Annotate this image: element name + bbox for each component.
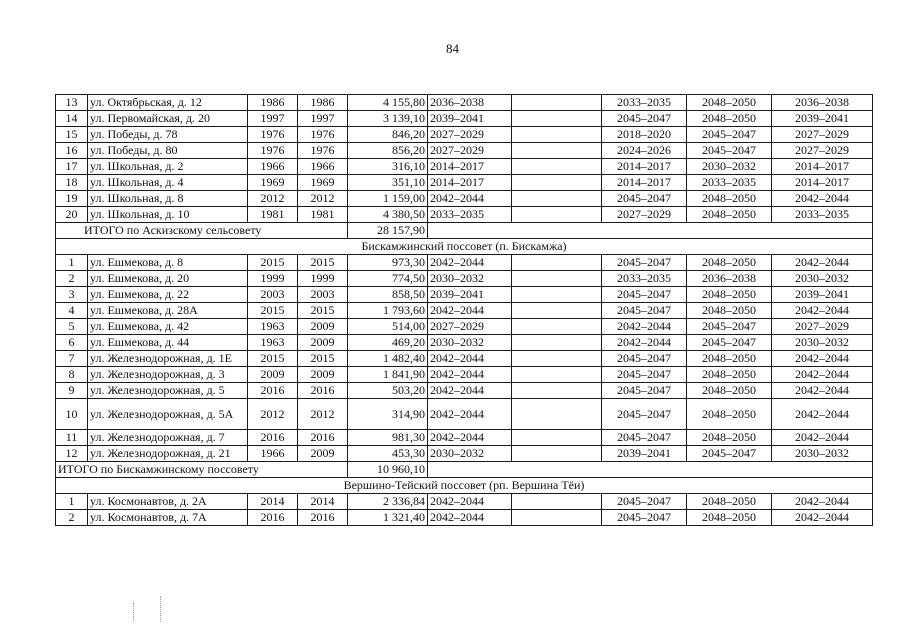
table-row <box>56 510 873 526</box>
period-cell: 2042–2044 <box>428 510 512 526</box>
area-cell: 846,20 <box>348 127 428 143</box>
year-built-cell: 2016 <box>248 430 298 446</box>
period-cell: 2048–2050 <box>687 510 772 526</box>
period-cell: 2039–2041 <box>602 446 687 462</box>
address-cell: ул. Космонавтов, д. 7А <box>88 510 248 526</box>
area-cell: 314,90 <box>348 399 428 430</box>
period-cell: 2045–2047 <box>687 446 772 462</box>
period-cell: 2042–2044 <box>772 303 873 319</box>
period-cell: 2027–2029 <box>772 143 873 159</box>
area-cell: 973,30 <box>348 255 428 271</box>
period-cell: 2042–2044 <box>428 494 512 510</box>
address-cell: ул. Октябрьская, д. 12 <box>88 95 248 111</box>
period-cell: 2014–2017 <box>428 159 512 175</box>
row-number: 8 <box>56 367 88 383</box>
period-cell: 2042–2044 <box>428 303 512 319</box>
year-built-cell: 2012 <box>248 399 298 430</box>
address-cell: ул. Железнодорожная, д. 3 <box>88 367 248 383</box>
period-cell: 2048–2050 <box>687 255 772 271</box>
area-cell: 316,10 <box>348 159 428 175</box>
period-cell: 2048–2050 <box>687 207 772 223</box>
period-cell: 2042–2044 <box>428 399 512 430</box>
table-row <box>56 399 873 430</box>
period-cell: 2048–2050 <box>687 367 772 383</box>
period-cell: 2045–2047 <box>602 367 687 383</box>
period-cell: 2014–2017 <box>772 175 873 191</box>
year-cell: 1976 <box>298 127 348 143</box>
row-number: 5 <box>56 319 88 335</box>
year-built-cell: 1963 <box>248 319 298 335</box>
period-cell: 2036–2038 <box>428 95 512 111</box>
period-cell: 2045–2047 <box>687 143 772 159</box>
table-row <box>56 446 873 462</box>
row-number: 7 <box>56 351 88 367</box>
section-title: Бискамжинский поссовет (п. Бискамжа) <box>56 239 873 255</box>
period-cell <box>512 111 602 127</box>
row-number: 2 <box>56 271 88 287</box>
period-cell: 2036–2038 <box>772 95 873 111</box>
row-number: 17 <box>56 159 88 175</box>
table-row <box>56 111 873 127</box>
address-cell: ул. Школьная, д. 4 <box>88 175 248 191</box>
year-cell: 1969 <box>298 175 348 191</box>
table-row <box>56 95 873 111</box>
table-row <box>56 383 873 399</box>
year-built-cell: 1966 <box>248 446 298 462</box>
table-row <box>56 255 873 271</box>
table-row <box>56 175 873 191</box>
period-cell: 2042–2044 <box>428 383 512 399</box>
period-cell: 2030–2032 <box>428 446 512 462</box>
housing-registry-table <box>55 94 873 526</box>
period-cell <box>512 95 602 111</box>
period-cell <box>512 159 602 175</box>
period-cell: 2045–2047 <box>602 399 687 430</box>
period-cell: 2042–2044 <box>428 430 512 446</box>
period-cell: 2033–2035 <box>428 207 512 223</box>
period-cell <box>512 319 602 335</box>
period-cell: 2048–2050 <box>687 399 772 430</box>
period-cell <box>512 383 602 399</box>
registry-body <box>56 95 873 526</box>
year-cell: 1997 <box>298 111 348 127</box>
year-built-cell: 2014 <box>248 494 298 510</box>
address-cell: ул. Космонавтов, д. 2А <box>88 494 248 510</box>
period-cell <box>512 191 602 207</box>
year-cell: 2015 <box>298 255 348 271</box>
address-cell: ул. Ешмекова, д. 28А <box>88 303 248 319</box>
period-cell: 2048–2050 <box>687 351 772 367</box>
area-cell: 4 155,80 <box>348 95 428 111</box>
total-row <box>56 223 873 239</box>
total-empty <box>428 223 873 239</box>
table-row <box>56 159 873 175</box>
period-cell: 2014–2017 <box>428 175 512 191</box>
row-number: 13 <box>56 95 88 111</box>
period-cell: 2030–2032 <box>428 335 512 351</box>
year-built-cell: 1981 <box>248 207 298 223</box>
period-cell: 2014–2017 <box>772 159 873 175</box>
year-built-cell: 1999 <box>248 271 298 287</box>
period-cell: 2045–2047 <box>602 191 687 207</box>
period-cell: 2042–2044 <box>772 367 873 383</box>
table-row <box>56 207 873 223</box>
period-cell: 2042–2044 <box>772 351 873 367</box>
year-built-cell: 2016 <box>248 383 298 399</box>
row-number: 11 <box>56 430 88 446</box>
year-cell: 2009 <box>298 319 348 335</box>
period-cell: 2042–2044 <box>772 430 873 446</box>
period-cell <box>512 175 602 191</box>
total-value: 28 157,90 <box>348 223 428 239</box>
year-cell: 1986 <box>298 95 348 111</box>
year-cell: 2014 <box>298 494 348 510</box>
total-value: 10 960,10 <box>348 462 428 478</box>
row-number: 10 <box>56 399 88 430</box>
year-cell: 2015 <box>298 351 348 367</box>
year-cell: 1976 <box>298 143 348 159</box>
period-cell: 2045–2047 <box>602 494 687 510</box>
area-cell: 1 159,00 <box>348 191 428 207</box>
period-cell: 2048–2050 <box>687 383 772 399</box>
year-built-cell: 1986 <box>248 95 298 111</box>
period-cell: 2014–2017 <box>602 159 687 175</box>
period-cell: 2039–2041 <box>428 287 512 303</box>
period-cell: 2027–2029 <box>428 127 512 143</box>
row-number: 1 <box>56 255 88 271</box>
scan-artifact <box>160 596 161 622</box>
year-cell: 2016 <box>298 510 348 526</box>
period-cell: 2036–2038 <box>687 271 772 287</box>
area-cell: 1 321,40 <box>348 510 428 526</box>
address-cell: ул. Железнодорожная, д. 7 <box>88 430 248 446</box>
period-cell: 2042–2044 <box>602 319 687 335</box>
total-empty <box>428 462 873 478</box>
area-cell: 351,10 <box>348 175 428 191</box>
address-cell: ул. Железнодорожная, д. 5 <box>88 383 248 399</box>
area-cell: 503,20 <box>348 383 428 399</box>
year-built-cell: 2009 <box>248 367 298 383</box>
period-cell: 2045–2047 <box>687 319 772 335</box>
year-cell: 1999 <box>298 271 348 287</box>
period-cell: 2048–2050 <box>687 111 772 127</box>
period-cell: 2030–2032 <box>687 159 772 175</box>
address-cell: ул. Железнодорожная, д. 1Е <box>88 351 248 367</box>
year-cell: 2009 <box>298 446 348 462</box>
row-number: 2 <box>56 510 88 526</box>
address-cell: ул. Школьная, д. 8 <box>88 191 248 207</box>
table-row <box>56 191 873 207</box>
period-cell: 2048–2050 <box>687 287 772 303</box>
row-number: 9 <box>56 383 88 399</box>
period-cell <box>512 287 602 303</box>
period-cell: 2024–2026 <box>602 143 687 159</box>
area-cell: 856,20 <box>348 143 428 159</box>
area-cell: 469,20 <box>348 335 428 351</box>
period-cell: 2045–2047 <box>602 287 687 303</box>
area-cell: 4 380,50 <box>348 207 428 223</box>
address-cell: ул. Победы, д. 80 <box>88 143 248 159</box>
period-cell: 2045–2047 <box>602 111 687 127</box>
period-cell: 2045–2047 <box>602 303 687 319</box>
period-cell: 2039–2041 <box>428 111 512 127</box>
section-header-row <box>56 239 873 255</box>
table-row <box>56 430 873 446</box>
year-cell: 2003 <box>298 287 348 303</box>
area-cell: 2 336,84 <box>348 494 428 510</box>
section-title: Вершино-Тейский поссовет (рп. Вершина Тёи) <box>56 478 873 494</box>
period-cell <box>512 367 602 383</box>
page-number: 84 <box>446 41 459 56</box>
year-cell: 2012 <box>298 399 348 430</box>
table-row <box>56 127 873 143</box>
row-number: 4 <box>56 303 88 319</box>
period-cell: 2030–2032 <box>772 335 873 351</box>
address-cell: ул. Ешмекова, д. 42 <box>88 319 248 335</box>
period-cell: 2048–2050 <box>687 494 772 510</box>
period-cell: 2027–2029 <box>602 207 687 223</box>
total-label: ИТОГО по Аскизскому сельсовету <box>56 223 348 239</box>
period-cell: 2042–2044 <box>772 255 873 271</box>
row-number: 18 <box>56 175 88 191</box>
year-built-cell: 2016 <box>248 510 298 526</box>
period-cell: 2027–2029 <box>772 319 873 335</box>
period-cell: 2030–2032 <box>772 271 873 287</box>
year-built-cell: 2015 <box>248 303 298 319</box>
period-cell <box>512 303 602 319</box>
period-cell <box>512 143 602 159</box>
period-cell <box>512 255 602 271</box>
year-cell: 2009 <box>298 335 348 351</box>
table-row <box>56 303 873 319</box>
address-cell: ул. Железнодорожная, д. 21 <box>88 446 248 462</box>
period-cell: 2045–2047 <box>602 510 687 526</box>
period-cell <box>512 446 602 462</box>
address-cell: ул. Ешмекова, д. 44 <box>88 335 248 351</box>
period-cell: 2042–2044 <box>772 399 873 430</box>
period-cell: 2027–2029 <box>772 127 873 143</box>
period-cell: 2042–2044 <box>428 255 512 271</box>
table-row <box>56 351 873 367</box>
address-cell: ул. Школьная, д. 2 <box>88 159 248 175</box>
period-cell <box>512 399 602 430</box>
row-number: 16 <box>56 143 88 159</box>
address-cell: ул. Ешмекова, д. 8 <box>88 255 248 271</box>
table-row <box>56 287 873 303</box>
address-cell: ул. Железнодорожная, д. 5А <box>88 399 248 430</box>
row-number: 3 <box>56 287 88 303</box>
year-built-cell: 1976 <box>248 143 298 159</box>
period-cell <box>512 351 602 367</box>
period-cell <box>512 335 602 351</box>
row-number: 1 <box>56 494 88 510</box>
period-cell: 2033–2035 <box>772 207 873 223</box>
period-cell <box>512 271 602 287</box>
period-cell <box>512 127 602 143</box>
year-cell: 2016 <box>298 430 348 446</box>
total-row <box>56 462 873 478</box>
period-cell: 2039–2041 <box>772 287 873 303</box>
period-cell <box>512 494 602 510</box>
year-built-cell: 2003 <box>248 287 298 303</box>
period-cell: 2042–2044 <box>428 351 512 367</box>
period-cell <box>512 510 602 526</box>
period-cell: 2042–2044 <box>772 494 873 510</box>
period-cell: 2045–2047 <box>602 351 687 367</box>
area-cell: 1 482,40 <box>348 351 428 367</box>
period-cell: 2042–2044 <box>428 367 512 383</box>
table-row <box>56 143 873 159</box>
period-cell <box>512 207 602 223</box>
year-cell: 2016 <box>298 383 348 399</box>
area-cell: 1 793,60 <box>348 303 428 319</box>
address-cell: ул. Школьная, д. 10 <box>88 207 248 223</box>
table-row <box>56 271 873 287</box>
row-number: 20 <box>56 207 88 223</box>
area-cell: 514,00 <box>348 319 428 335</box>
period-cell: 2048–2050 <box>687 95 772 111</box>
period-cell: 2027–2029 <box>428 143 512 159</box>
total-label: ИТОГО по Бискамжинскому поссовету <box>56 462 348 478</box>
year-built-cell: 1963 <box>248 335 298 351</box>
row-number: 15 <box>56 127 88 143</box>
address-cell: ул. Победы, д. 78 <box>88 127 248 143</box>
year-built-cell: 2015 <box>248 351 298 367</box>
year-cell: 2012 <box>298 191 348 207</box>
address-cell: ул. Ешмекова, д. 20 <box>88 271 248 287</box>
row-number: 19 <box>56 191 88 207</box>
period-cell: 2039–2041 <box>772 111 873 127</box>
period-cell: 2042–2044 <box>772 510 873 526</box>
area-cell: 774,50 <box>348 271 428 287</box>
period-cell: 2045–2047 <box>687 127 772 143</box>
year-cell: 2009 <box>298 367 348 383</box>
period-cell: 2042–2044 <box>772 191 873 207</box>
row-number: 12 <box>56 446 88 462</box>
year-built-cell: 1976 <box>248 127 298 143</box>
period-cell: 2042–2044 <box>602 335 687 351</box>
year-cell: 1981 <box>298 207 348 223</box>
period-cell: 2030–2032 <box>428 271 512 287</box>
area-cell: 1 841,90 <box>348 367 428 383</box>
period-cell: 2014–2017 <box>602 175 687 191</box>
period-cell: 2033–2035 <box>687 175 772 191</box>
year-built-cell: 2012 <box>248 191 298 207</box>
year-built-cell: 1997 <box>248 111 298 127</box>
table-row <box>56 319 873 335</box>
address-cell: ул. Первомайская, д. 20 <box>88 111 248 127</box>
scan-artifact <box>133 603 134 621</box>
period-cell: 2045–2047 <box>602 430 687 446</box>
area-cell: 858,50 <box>348 287 428 303</box>
year-cell: 2015 <box>298 303 348 319</box>
period-cell: 2045–2047 <box>687 335 772 351</box>
table-row <box>56 367 873 383</box>
year-built-cell: 1966 <box>248 159 298 175</box>
period-cell: 2027–2029 <box>428 319 512 335</box>
address-cell: ул. Ешмекова, д. 22 <box>88 287 248 303</box>
period-cell: 2042–2044 <box>428 191 512 207</box>
table-row <box>56 335 873 351</box>
area-cell: 981,30 <box>348 430 428 446</box>
period-cell: 2048–2050 <box>687 430 772 446</box>
period-cell: 2048–2050 <box>687 191 772 207</box>
period-cell: 2018–2020 <box>602 127 687 143</box>
period-cell: 2030–2032 <box>772 446 873 462</box>
period-cell: 2033–2035 <box>602 271 687 287</box>
row-number: 14 <box>56 111 88 127</box>
period-cell <box>512 430 602 446</box>
year-cell: 1966 <box>298 159 348 175</box>
row-number: 6 <box>56 335 88 351</box>
period-cell: 2045–2047 <box>602 383 687 399</box>
section-header-row <box>56 478 873 494</box>
period-cell: 2048–2050 <box>687 303 772 319</box>
table-row <box>56 494 873 510</box>
period-cell: 2045–2047 <box>602 255 687 271</box>
area-cell: 3 139,10 <box>348 111 428 127</box>
period-cell: 2033–2035 <box>602 95 687 111</box>
year-built-cell: 1969 <box>248 175 298 191</box>
period-cell: 2042–2044 <box>772 383 873 399</box>
area-cell: 453,30 <box>348 446 428 462</box>
year-built-cell: 2015 <box>248 255 298 271</box>
